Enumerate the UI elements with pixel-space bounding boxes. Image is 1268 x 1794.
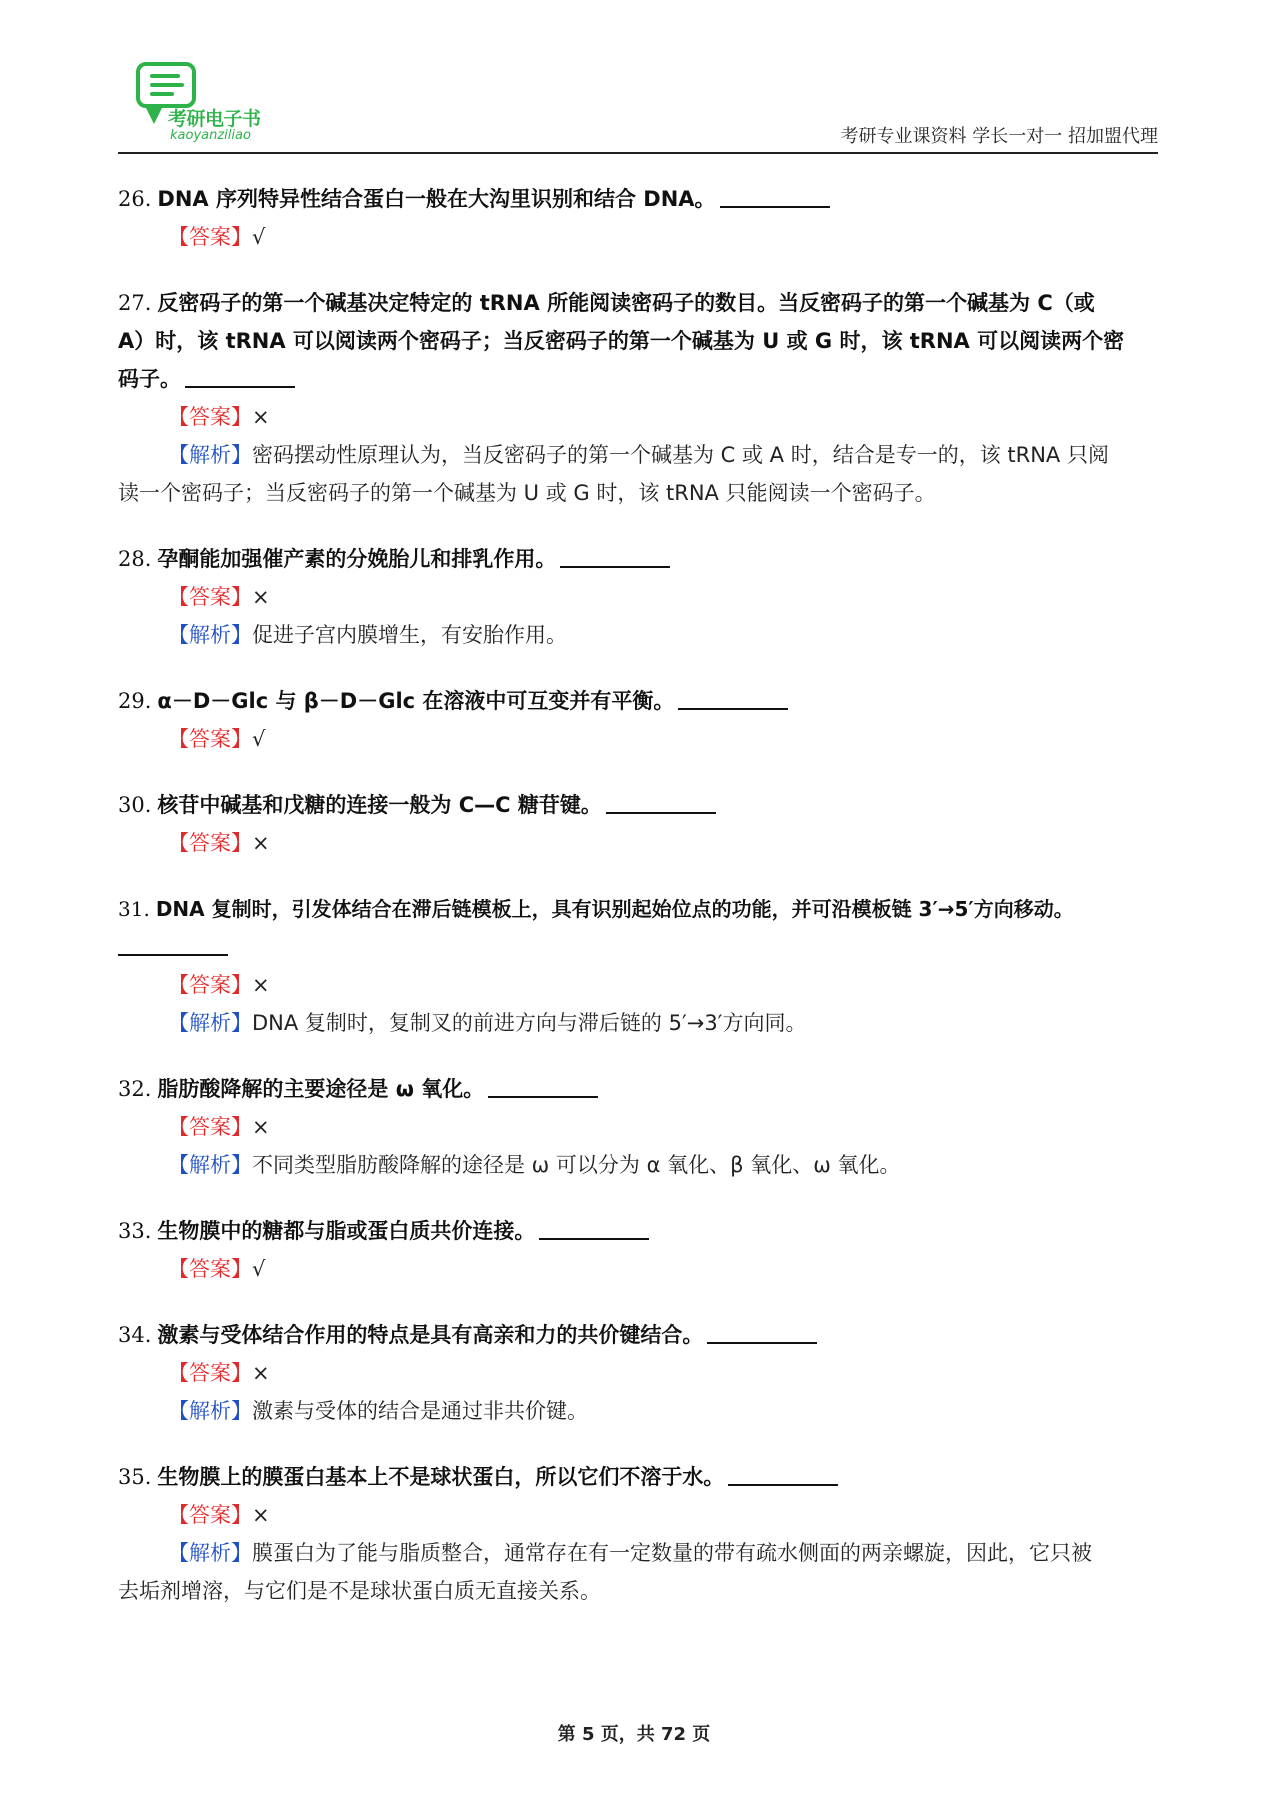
question-number: 26. — [118, 187, 152, 211]
answer-blank — [560, 546, 670, 568]
answer-blank — [539, 1218, 649, 1240]
answer-row — [118, 218, 1158, 256]
answer-tag: 【答案】 — [168, 225, 252, 249]
question-line: 生物膜中的糖都与脂或蛋白质共价连接。 — [157, 1219, 536, 1243]
answer-tag: 【答案】 — [168, 1361, 252, 1385]
question-number: 32. — [118, 1077, 152, 1101]
question-line: 反密码子的第一个碱基决定特定的 tRNA 所能阅读密码子的数目。当反密码子的第一个碱基为 C（或 — [157, 291, 1095, 315]
answer-value: × — [252, 1115, 270, 1139]
question-text — [118, 1458, 1158, 1496]
analysis-text: DNA 复制时，复制叉的前进方向与滞后链的 5′→3′方向同。 — [252, 1011, 807, 1035]
question-text — [118, 1316, 1158, 1354]
question-number: 28. — [118, 547, 152, 571]
question-number: 35. — [118, 1465, 152, 1489]
answer-tag: 【答案】 — [168, 727, 252, 751]
analysis-row — [118, 1534, 1158, 1572]
question-line: 脂肪酸降解的主要途径是 ω 氧化。 — [157, 1077, 485, 1101]
question-number: 29. — [118, 689, 152, 713]
answer-blank — [118, 934, 228, 956]
answer-tag: 【答案】 — [168, 1257, 252, 1281]
question-text — [118, 540, 1158, 578]
answer-blank — [606, 792, 716, 814]
question-33 — [118, 1212, 1158, 1288]
logo — [118, 58, 278, 148]
answer-row — [118, 398, 1158, 436]
answer-row — [118, 578, 1158, 616]
analysis-text: 不同类型脂肪酸降解的途径是 ω 可以分为 α 氧化、β 氧化、ω 氧化。 — [252, 1153, 901, 1177]
question-29 — [118, 682, 1158, 758]
question-number: 34. — [118, 1323, 152, 1347]
question-line: 激素与受体结合作用的特点是具有高亲和力的共价键结合。 — [157, 1323, 704, 1347]
question-line: 码子。 — [118, 367, 181, 391]
analysis-text: 读一个密码子；当反密码子的第一个碱基为 U 或 G 时，该 tRNA 只能阅读一个密码子。 — [118, 481, 936, 505]
question-text — [118, 284, 1158, 322]
answer-value: × — [252, 973, 270, 997]
question-text — [118, 1070, 1158, 1108]
question-text — [118, 322, 1158, 360]
answer-blank — [707, 1322, 817, 1344]
question-30 — [118, 786, 1158, 862]
analysis-tag: 【解析】 — [168, 1541, 252, 1565]
question-line: 孕酮能加强催产素的分娩胎儿和排乳作用。 — [157, 547, 557, 571]
answer-value: × — [252, 405, 270, 429]
page-number: 第 5 页，共 72 页 — [557, 1724, 711, 1745]
question-28 — [118, 540, 1158, 654]
answer-tag: 【答案】 — [168, 585, 252, 609]
answer-row — [118, 1354, 1158, 1392]
answer-tag: 【答案】 — [168, 1115, 252, 1139]
header-divider — [118, 152, 1158, 154]
question-31 — [118, 890, 1158, 1042]
answer-value: × — [252, 1361, 270, 1385]
chat-bubble-icon — [136, 62, 196, 108]
question-line: A）时，该 tRNA 可以阅读两个密码子；当反密码子的第一个碱基为 U 或 G 时，该 tRNA 可以阅读两个密 — [118, 329, 1125, 353]
question-number: 31. — [118, 897, 150, 921]
analysis-row — [118, 1392, 1158, 1430]
analysis-tag: 【解析】 — [168, 1011, 252, 1035]
question-line: DNA 序列特异性结合蛋白一般在大沟里识别和结合 DNA。 — [157, 187, 716, 211]
answer-tag: 【答案】 — [168, 831, 252, 855]
answer-value: √ — [252, 225, 266, 249]
analysis-text: 密码摆动性原理认为，当反密码子的第一个碱基为 C 或 A 时，结合是专一的，该 tRNA 只阅 — [252, 443, 1109, 467]
analysis-text: 激素与受体的结合是通过非共价键。 — [252, 1399, 588, 1423]
analysis-tag: 【解析】 — [168, 443, 252, 467]
page-header — [118, 58, 1158, 154]
chat-bubble-tail-icon — [144, 104, 164, 124]
answer-row — [118, 720, 1158, 758]
answer-value: × — [252, 585, 270, 609]
answer-row — [118, 1250, 1158, 1288]
analysis-text: 去垢剂增溶，与它们是不是球状蛋白质无直接关系。 — [118, 1579, 601, 1603]
question-text — [118, 360, 1158, 398]
answer-tag: 【答案】 — [168, 973, 252, 997]
analysis-tag: 【解析】 — [168, 623, 252, 647]
answer-tag: 【答案】 — [168, 1503, 252, 1527]
question-text — [118, 180, 1158, 218]
question-line: 核苷中碱基和戊糖的连接一般为 C—C 糖苷键。 — [157, 793, 602, 817]
analysis-row — [118, 1004, 1158, 1042]
question-line: 生物膜上的膜蛋白基本上不是球状蛋白，所以它们不溶于水。 — [157, 1465, 725, 1489]
answer-value: √ — [252, 727, 266, 751]
question-number: 27. — [118, 291, 152, 315]
analysis-tag: 【解析】 — [168, 1399, 252, 1423]
logo-text: 考研电子书 — [168, 108, 261, 130]
answer-blank — [720, 186, 830, 208]
answer-row — [118, 1496, 1158, 1534]
question-line: DNA 复制时，引发体结合在滞后链模板上，具有识别起始位点的功能，并可沿模板链 3′→5′方向移动。 — [155, 897, 1074, 921]
analysis-row-cont — [118, 1572, 1158, 1610]
question-34 — [118, 1316, 1158, 1430]
question-32 — [118, 1070, 1158, 1184]
analysis-row-cont — [118, 474, 1158, 512]
answer-row — [118, 1108, 1158, 1146]
analysis-row — [118, 1146, 1158, 1184]
answer-blank — [678, 688, 788, 710]
analysis-text: 膜蛋白为了能与脂质整合，通常存在有一定数量的带有疏水侧面的两亲螺旋，因此，它只被 — [252, 1541, 1092, 1565]
analysis-row — [118, 616, 1158, 654]
answer-blank — [185, 366, 295, 388]
answer-blank — [728, 1464, 838, 1486]
answer-row — [118, 966, 1158, 1004]
question-text — [118, 786, 1158, 824]
answer-value: × — [252, 1503, 270, 1527]
question-35 — [118, 1458, 1158, 1610]
question-text — [118, 890, 1158, 928]
answer-tag: 【答案】 — [168, 405, 252, 429]
answer-row — [118, 824, 1158, 862]
question-text — [118, 928, 1158, 966]
question-27 — [118, 284, 1158, 512]
question-text — [118, 682, 1158, 720]
question-26 — [118, 180, 1158, 256]
question-number: 33. — [118, 1219, 152, 1243]
analysis-tag: 【解析】 — [168, 1153, 252, 1177]
question-list — [118, 180, 1158, 1610]
logo-subtext: kaoyanziliao — [170, 128, 251, 143]
question-number: 30. — [118, 793, 152, 817]
answer-value: × — [252, 831, 270, 855]
answer-value: √ — [252, 1257, 266, 1281]
question-text — [118, 1212, 1158, 1250]
header-slogan: 考研专业课资料 学长一对一 招加盟代理 — [840, 126, 1158, 147]
analysis-text: 促进子宫内膜增生，有安胎作用。 — [252, 623, 567, 647]
question-line: α－D－Glc 与 β－D－Glc 在溶液中可互变并有平衡。 — [157, 689, 675, 713]
analysis-row — [118, 436, 1158, 474]
answer-blank — [488, 1076, 598, 1098]
